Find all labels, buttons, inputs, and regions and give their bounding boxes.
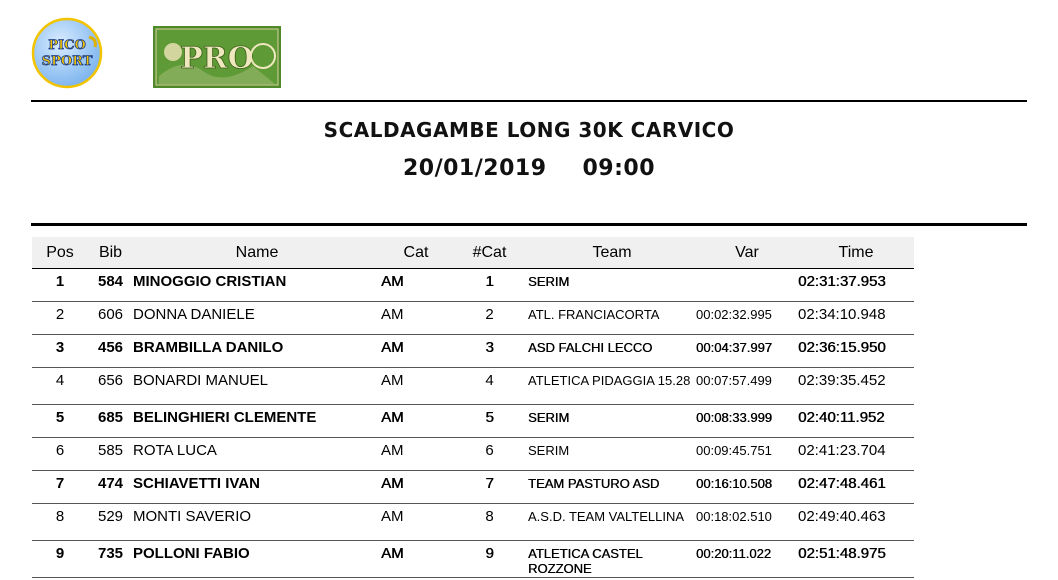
- cell-var: 00:09:45.751: [696, 438, 798, 471]
- table-row: [32, 405, 914, 438]
- cell-bib: 584: [88, 269, 133, 302]
- cell-cat: AM: [381, 405, 451, 438]
- cell-time: 02:51:48.975: [798, 541, 914, 578]
- cell-name: ROTA LUCA: [133, 438, 381, 471]
- cell-bib: 606: [88, 302, 133, 335]
- event-date: 20/01/2019: [402, 156, 547, 181]
- cell-cat: AM: [381, 471, 451, 504]
- cell-cat: AM: [381, 438, 451, 471]
- cell-time: 02:49:40.463: [798, 504, 914, 541]
- cell-team: SERIM: [528, 269, 696, 302]
- table-row: [32, 438, 914, 471]
- cell-pos: 5: [32, 405, 88, 438]
- cell-time: 02:40:11.952: [798, 405, 914, 438]
- cell-team: TEAM PASTURO ASD: [528, 471, 696, 504]
- cell-team: ATLETICA PIDAGGIA 15.28: [528, 368, 696, 405]
- table-row: [32, 541, 914, 578]
- cell-time: 02:41:23.704: [798, 438, 914, 471]
- cell-cat: AM: [381, 302, 451, 335]
- cell-var: 00:04:37.997: [696, 335, 798, 368]
- pro-logo: [153, 26, 281, 88]
- col-header-name: Name: [133, 237, 381, 269]
- col-header-var: Var: [696, 237, 798, 269]
- cell-pos: 8: [32, 504, 88, 541]
- cell-name: BONARDI MANUEL: [133, 368, 381, 405]
- cell-cat: AM: [381, 269, 451, 302]
- cell-name: BELINGHIERI CLEMENTE: [133, 405, 381, 438]
- event-title: SCALDAGAMBE LONG 30K CARVICO: [323, 118, 735, 142]
- cell-bib: 735: [88, 541, 133, 578]
- cell-var: 00:20:11.022: [696, 541, 798, 578]
- cell-cat: AM: [381, 541, 451, 578]
- cell-team: ASD FALCHI LECCO: [528, 335, 696, 368]
- cell-bib: 585: [88, 438, 133, 471]
- table-row: [32, 269, 914, 302]
- header-rule-top: [31, 100, 1027, 102]
- cell-bib: 685: [88, 405, 133, 438]
- cell-time: 02:36:15.950: [798, 335, 914, 368]
- event-datetime: [0, 156, 1058, 181]
- cell-bib: 529: [88, 504, 133, 541]
- cell-cat: AM: [381, 335, 451, 368]
- cell-pos: 2: [32, 302, 88, 335]
- cell-pos: 3: [32, 335, 88, 368]
- cell-name: DONNA DANIELE: [133, 302, 381, 335]
- cell-pos: 1: [32, 269, 88, 302]
- cell-cat: AM: [381, 504, 451, 541]
- cell-ncat: 2: [451, 302, 528, 335]
- cell-ncat: 7: [451, 471, 528, 504]
- cell-pos: 4: [32, 368, 88, 405]
- table-header-row: [32, 237, 914, 269]
- cell-name: POLLONI FABIO: [133, 541, 381, 578]
- table-row: [32, 504, 914, 541]
- cell-time: 02:47:48.461: [798, 471, 914, 504]
- table-row: [32, 368, 914, 405]
- col-header-time: Time: [798, 237, 914, 269]
- cell-name: BRAMBILLA DANILO: [133, 335, 381, 368]
- cell-ncat: 5: [451, 405, 528, 438]
- cell-team: ATLETICA CASTEL ROZZONE: [528, 541, 696, 578]
- table-row: [32, 471, 914, 504]
- cell-var: 00:07:57.499: [696, 368, 798, 405]
- cell-name: MONTI SAVERIO: [133, 504, 381, 541]
- col-header-team: Team: [528, 237, 696, 269]
- cell-bib: 456: [88, 335, 133, 368]
- col-header-pos: Pos: [32, 237, 88, 269]
- cell-ncat: 8: [451, 504, 528, 541]
- event-time: 09:00: [582, 156, 656, 181]
- cell-time: 02:39:35.452: [798, 368, 914, 405]
- cell-var: 00:02:32.995: [696, 302, 798, 335]
- col-header-ncat: #Cat: [451, 237, 528, 269]
- cell-pos: 7: [32, 471, 88, 504]
- cell-ncat: 6: [451, 438, 528, 471]
- cell-team: ATL. FRANCIACORTA: [528, 302, 696, 335]
- table-row: [32, 302, 914, 335]
- cell-cat: AM: [381, 368, 451, 405]
- cell-var: 00:16:10.508: [696, 471, 798, 504]
- cell-bib: 474: [88, 471, 133, 504]
- col-header-bib: Bib: [88, 237, 133, 269]
- col-header-cat: Cat: [381, 237, 451, 269]
- cell-var: [696, 269, 798, 302]
- cell-team: SERIM: [528, 405, 696, 438]
- cell-team: SERIM: [528, 438, 696, 471]
- cell-pos: 6: [32, 438, 88, 471]
- cell-ncat: 3: [451, 335, 528, 368]
- cell-var: 00:08:33.999: [696, 405, 798, 438]
- cell-ncat: 4: [451, 368, 528, 405]
- cell-time: 02:31:37.953: [798, 269, 914, 302]
- cell-ncat: 9: [451, 541, 528, 578]
- pico-sport-logo: [31, 17, 103, 89]
- cell-time: 02:34:10.948: [798, 302, 914, 335]
- table-row: [32, 335, 914, 368]
- cell-var: 00:18:02.510: [696, 504, 798, 541]
- pico-text: PICO: [48, 38, 86, 53]
- cell-team: A.S.D. TEAM VALTELLINA: [528, 504, 696, 541]
- cell-bib: 656: [88, 368, 133, 405]
- cell-name: SCHIAVETTI IVAN: [133, 471, 381, 504]
- results-table: [32, 237, 914, 578]
- sport-text: SPORT: [41, 54, 93, 69]
- header-rule-bottom: [31, 223, 1027, 226]
- cell-pos: 9: [32, 541, 88, 578]
- pro-text: PRO: [180, 41, 254, 76]
- cell-ncat: 1: [451, 269, 528, 302]
- cell-name: MINOGGIO CRISTIAN: [133, 269, 381, 302]
